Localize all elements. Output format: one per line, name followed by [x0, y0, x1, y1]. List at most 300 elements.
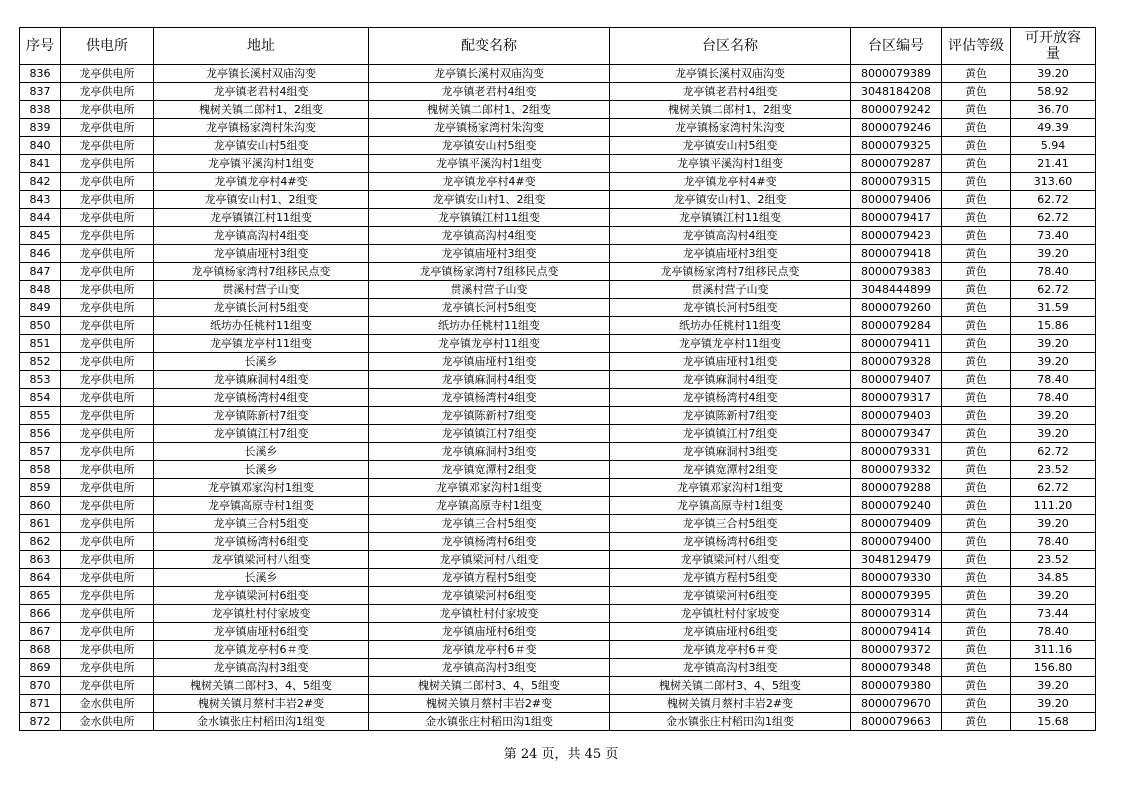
cell-transformer: 龙亭镇梁河村八组变: [369, 551, 610, 569]
table-row: [20, 497, 1096, 515]
cell-rating: 黄色: [942, 461, 1011, 479]
table-row: [20, 155, 1096, 173]
cell-index: 872: [20, 713, 61, 731]
cell-station: 龙亭供电所: [61, 677, 154, 695]
table-row: [20, 281, 1096, 299]
cell-index: 843: [20, 191, 61, 209]
cell-area-id: 8000079380: [851, 677, 942, 695]
cell-area-name: 龙亭镇安山村1、2组变: [610, 191, 851, 209]
cell-capacity: 23.52: [1011, 551, 1096, 569]
cell-rating: 黄色: [942, 209, 1011, 227]
cell-area-name: 龙亭镇陈新村7组变: [610, 407, 851, 425]
cell-index: 846: [20, 245, 61, 263]
cell-index: 852: [20, 353, 61, 371]
cell-area-id: 8000079240: [851, 497, 942, 515]
table-row: [20, 407, 1096, 425]
cell-index: 850: [20, 317, 61, 335]
cell-area-name: 龙亭镇宽潭村2组变: [610, 461, 851, 479]
cell-index: 842: [20, 173, 61, 191]
cell-station: 龙亭供电所: [61, 389, 154, 407]
cell-index: 870: [20, 677, 61, 695]
cell-rating: 黄色: [942, 623, 1011, 641]
cell-index: 840: [20, 137, 61, 155]
cell-rating: 黄色: [942, 479, 1011, 497]
cell-area-id: 8000079288: [851, 479, 942, 497]
cell-area-name: 龙亭镇麻洞村4组变: [610, 371, 851, 389]
table-row: [20, 587, 1096, 605]
cell-index: 869: [20, 659, 61, 677]
cell-station: 龙亭供电所: [61, 515, 154, 533]
cell-area-name: 槐树关镇月蔡村丰岩2#变: [610, 695, 851, 713]
cell-area-name: 龙亭镇庙垭村3组变: [610, 245, 851, 263]
cell-area-name: 龙亭镇三合村5组变: [610, 515, 851, 533]
cell-area-name: 龙亭镇高沟村4组变: [610, 227, 851, 245]
cell-capacity: 78.40: [1011, 263, 1096, 281]
table-row: [20, 713, 1096, 731]
cell-capacity: 73.44: [1011, 605, 1096, 623]
table-row: [20, 371, 1096, 389]
cell-station: 龙亭供电所: [61, 299, 154, 317]
cell-transformer: 龙亭镇长河村5组变: [369, 299, 610, 317]
cell-area-name: 金水镇张庄村稻田沟1组变: [610, 713, 851, 731]
capacity-table: [19, 27, 1096, 731]
cell-area-id: 3048444899: [851, 281, 942, 299]
cell-address: 长溪乡: [154, 569, 369, 587]
cell-area-name: 龙亭镇杜村付家坡变: [610, 605, 851, 623]
cell-address: 龙亭镇安山村1、2组变: [154, 191, 369, 209]
cell-transformer: 龙亭镇龙亭村6＃变: [369, 641, 610, 659]
cell-area-name: 龙亭镇镇江村11组变: [610, 209, 851, 227]
cell-transformer: 金水镇张庄村稻田沟1组变: [369, 713, 610, 731]
table-row: [20, 461, 1096, 479]
table-row: [20, 317, 1096, 335]
cell-index: 871: [20, 695, 61, 713]
cell-rating: 黄色: [942, 695, 1011, 713]
cell-station: 龙亭供电所: [61, 155, 154, 173]
cell-address: 龙亭镇梁河村八组变: [154, 551, 369, 569]
cell-station: 龙亭供电所: [61, 425, 154, 443]
cell-address: 槐树关镇二郎村1、2组变: [154, 101, 369, 119]
cell-capacity: 62.72: [1011, 443, 1096, 461]
cell-station: 龙亭供电所: [61, 551, 154, 569]
cell-transformer: 槐树关镇二郎村1、2组变: [369, 101, 610, 119]
cell-capacity: 78.40: [1011, 623, 1096, 641]
cell-rating: 黄色: [942, 353, 1011, 371]
cell-rating: 黄色: [942, 371, 1011, 389]
cell-area-id: 8000079409: [851, 515, 942, 533]
table-row: [20, 101, 1096, 119]
cell-station: 龙亭供电所: [61, 65, 154, 83]
cell-transformer: 龙亭镇老君村4组变: [369, 83, 610, 101]
col-header-rating: 评估等级: [942, 28, 1011, 65]
cell-capacity: 39.20: [1011, 407, 1096, 425]
cell-area-id: 8000079411: [851, 335, 942, 353]
cell-station: 龙亭供电所: [61, 317, 154, 335]
cell-area-name: 龙亭镇梁河村6组变: [610, 587, 851, 605]
cell-rating: 黄色: [942, 587, 1011, 605]
cell-address: 龙亭镇杜村付家坡变: [154, 605, 369, 623]
cell-index: 847: [20, 263, 61, 281]
cell-capacity: 313.60: [1011, 173, 1096, 191]
cell-index: 857: [20, 443, 61, 461]
cell-station: 龙亭供电所: [61, 209, 154, 227]
cell-area-id: 8000079284: [851, 317, 942, 335]
cell-area-id: 8000079314: [851, 605, 942, 623]
cell-area-id: 8000079317: [851, 389, 942, 407]
table-row: [20, 263, 1096, 281]
cell-capacity: 39.20: [1011, 677, 1096, 695]
table-row: [20, 173, 1096, 191]
table-row: [20, 695, 1096, 713]
cell-transformer: 龙亭镇邓家沟村1组变: [369, 479, 610, 497]
cell-area-id: 3048184208: [851, 83, 942, 101]
table-row: [20, 659, 1096, 677]
cell-area-name: 龙亭镇杨家湾村7组移民点变: [610, 263, 851, 281]
cell-index: 856: [20, 425, 61, 443]
cell-address: 龙亭镇镇江村7组变: [154, 425, 369, 443]
cell-area-id: 8000079383: [851, 263, 942, 281]
cell-capacity: 39.20: [1011, 425, 1096, 443]
cell-index: 854: [20, 389, 61, 407]
table-row: [20, 677, 1096, 695]
cell-index: 836: [20, 65, 61, 83]
cell-rating: 黄色: [942, 533, 1011, 551]
cell-address: 龙亭镇安山村5组变: [154, 137, 369, 155]
cell-transformer: 龙亭镇长溪村双庙沟变: [369, 65, 610, 83]
cell-station: 龙亭供电所: [61, 407, 154, 425]
cell-station: 龙亭供电所: [61, 263, 154, 281]
cell-rating: 黄色: [942, 191, 1011, 209]
cell-rating: 黄色: [942, 569, 1011, 587]
page-footer: 第 24 页，共 45 页: [503, 747, 619, 762]
cell-station: 龙亭供电所: [61, 353, 154, 371]
cell-address: 龙亭镇镇江村11组变: [154, 209, 369, 227]
cell-transformer: 龙亭镇龙亭村11组变: [369, 335, 610, 353]
cell-area-id: 8000079414: [851, 623, 942, 641]
cell-area-id: 8000079389: [851, 65, 942, 83]
cell-rating: 黄色: [942, 83, 1011, 101]
cell-index: 867: [20, 623, 61, 641]
cell-capacity: 34.85: [1011, 569, 1096, 587]
cell-rating: 黄色: [942, 641, 1011, 659]
cell-capacity: 58.92: [1011, 83, 1096, 101]
cell-area-id: 8000079403: [851, 407, 942, 425]
cell-area-id: 8000079332: [851, 461, 942, 479]
table-row: [20, 533, 1096, 551]
col-header-address: 地址: [154, 28, 369, 65]
col-header-capacity: [1011, 28, 1096, 65]
cell-rating: 黄色: [942, 137, 1011, 155]
cell-station: 龙亭供电所: [61, 101, 154, 119]
cell-capacity: 23.52: [1011, 461, 1096, 479]
cell-station: 金水供电所: [61, 713, 154, 731]
cell-area-id: 8000079417: [851, 209, 942, 227]
cell-address: 龙亭镇平溪沟村1组变: [154, 155, 369, 173]
cell-address: 长溪乡: [154, 353, 369, 371]
cell-station: 龙亭供电所: [61, 659, 154, 677]
col-header-area-name: 台区名称: [610, 28, 851, 65]
cell-capacity: 39.20: [1011, 353, 1096, 371]
cell-station: 龙亭供电所: [61, 641, 154, 659]
cell-rating: 黄色: [942, 389, 1011, 407]
cell-rating: 黄色: [942, 155, 1011, 173]
cell-station: 龙亭供电所: [61, 461, 154, 479]
cell-area-id: 8000079325: [851, 137, 942, 155]
cell-address: 龙亭镇杨湾村6组变: [154, 533, 369, 551]
cell-address: 龙亭镇庙垭村6组变: [154, 623, 369, 641]
col-header-station: 供电所: [61, 28, 154, 65]
cell-index: 866: [20, 605, 61, 623]
cell-area-name: 龙亭镇长溪村双庙沟变: [610, 65, 851, 83]
table-row: [20, 515, 1096, 533]
cell-capacity: 78.40: [1011, 389, 1096, 407]
cell-capacity: 39.20: [1011, 515, 1096, 533]
table-row: [20, 479, 1096, 497]
cell-index: 853: [20, 371, 61, 389]
cell-rating: 黄色: [942, 497, 1011, 515]
cell-index: 862: [20, 533, 61, 551]
cell-transformer: 龙亭镇安山村5组变: [369, 137, 610, 155]
cell-area-id: 8000079315: [851, 173, 942, 191]
cell-transformer: 龙亭镇方程村5组变: [369, 569, 610, 587]
cell-transformer: 龙亭镇杨湾村4组变: [369, 389, 610, 407]
cell-rating: 黄色: [942, 713, 1011, 731]
cell-address: 龙亭镇陈新村7组变: [154, 407, 369, 425]
col-header-transformer: 配变名称: [369, 28, 610, 65]
col-header-index: 序号: [20, 28, 61, 65]
cell-address: 龙亭镇杨家湾村朱沟变: [154, 119, 369, 137]
cell-rating: 黄色: [942, 515, 1011, 533]
table-row: [20, 119, 1096, 137]
cell-capacity: 5.94: [1011, 137, 1096, 155]
table-row: [20, 641, 1096, 659]
cell-station: 龙亭供电所: [61, 479, 154, 497]
cell-area-name: 龙亭镇梁河村八组变: [610, 551, 851, 569]
cell-address: 龙亭镇长溪村双庙沟变: [154, 65, 369, 83]
cell-address: 长溪乡: [154, 461, 369, 479]
cell-transformer: 龙亭镇高原寺村1组变: [369, 497, 610, 515]
cell-area-id: 8000079330: [851, 569, 942, 587]
cell-transformer: 龙亭镇龙亭村4#变: [369, 173, 610, 191]
cell-address: 龙亭镇邓家沟村1组变: [154, 479, 369, 497]
cell-address: 槐树关镇二郎村3、4、5组变: [154, 677, 369, 695]
cell-area-name: 纸坊办任桃村11组变: [610, 317, 851, 335]
cell-station: 龙亭供电所: [61, 497, 154, 515]
cell-area-name: 龙亭镇杨湾村6组变: [610, 533, 851, 551]
table-row: [20, 227, 1096, 245]
cell-rating: 黄色: [942, 317, 1011, 335]
cell-capacity: 15.86: [1011, 317, 1096, 335]
cell-transformer: 槐树关镇月蔡村丰岩2#变: [369, 695, 610, 713]
cell-area-id: 8000079418: [851, 245, 942, 263]
cell-station: 龙亭供电所: [61, 245, 154, 263]
cell-capacity: 49.39: [1011, 119, 1096, 137]
table-row: [20, 605, 1096, 623]
cell-area-name: 槐树关镇二郎村1、2组变: [610, 101, 851, 119]
cell-area-id: 8000079372: [851, 641, 942, 659]
cell-address: 龙亭镇高沟村4组变: [154, 227, 369, 245]
cell-capacity: 36.70: [1011, 101, 1096, 119]
cell-index: 855: [20, 407, 61, 425]
table-row: [20, 83, 1096, 101]
cell-station: 龙亭供电所: [61, 83, 154, 101]
cell-area-name: 龙亭镇高沟村3组变: [610, 659, 851, 677]
cell-address: 龙亭镇庙垭村3组变: [154, 245, 369, 263]
cell-area-name: 龙亭镇杨家湾村朱沟变: [610, 119, 851, 137]
cell-index: 860: [20, 497, 61, 515]
cell-transformer: 龙亭镇庙垭村1组变: [369, 353, 610, 371]
col-header-capacity-text: 可开放容量: [1025, 30, 1081, 62]
cell-area-name: 龙亭镇杨湾村4组变: [610, 389, 851, 407]
cell-address: 龙亭镇杨家湾村7组移民点变: [154, 263, 369, 281]
cell-rating: 黄色: [942, 677, 1011, 695]
table-row: [20, 551, 1096, 569]
cell-station: 龙亭供电所: [61, 623, 154, 641]
cell-area-name: 龙亭镇龙亭村6＃变: [610, 641, 851, 659]
cell-address: 长溪乡: [154, 443, 369, 461]
cell-capacity: 15.68: [1011, 713, 1096, 731]
cell-area-name: 龙亭镇庙垭村1组变: [610, 353, 851, 371]
cell-transformer: 龙亭镇高沟村3组变: [369, 659, 610, 677]
cell-capacity: 311.16: [1011, 641, 1096, 659]
cell-address: 龙亭镇长河村5组变: [154, 299, 369, 317]
cell-index: 839: [20, 119, 61, 137]
cell-area-name: 龙亭镇龙亭村4#变: [610, 173, 851, 191]
cell-station: 龙亭供电所: [61, 173, 154, 191]
cell-index: 845: [20, 227, 61, 245]
table-row: [20, 191, 1096, 209]
cell-address: 龙亭镇梁河村6组变: [154, 587, 369, 605]
cell-station: 龙亭供电所: [61, 191, 154, 209]
cell-area-name: 龙亭镇镇江村7组变: [610, 425, 851, 443]
cell-station: 龙亭供电所: [61, 137, 154, 155]
table-row: [20, 389, 1096, 407]
cell-rating: 黄色: [942, 281, 1011, 299]
cell-station: 龙亭供电所: [61, 443, 154, 461]
cell-area-name: 龙亭镇麻洞村3组变: [610, 443, 851, 461]
cell-index: 844: [20, 209, 61, 227]
cell-area-name: 龙亭镇方程村5组变: [610, 569, 851, 587]
table-row: [20, 443, 1096, 461]
cell-area-id: 8000079406: [851, 191, 942, 209]
cell-rating: 黄色: [942, 299, 1011, 317]
cell-transformer: 龙亭镇庙垭村3组变: [369, 245, 610, 263]
cell-area-name: 龙亭镇高原寺村1组变: [610, 497, 851, 515]
cell-index: 864: [20, 569, 61, 587]
cell-area-id: 8000079328: [851, 353, 942, 371]
table-row: [20, 425, 1096, 443]
cell-address: 龙亭镇高沟村3组变: [154, 659, 369, 677]
cell-capacity: 39.20: [1011, 587, 1096, 605]
cell-station: 龙亭供电所: [61, 227, 154, 245]
cell-area-name: 龙亭镇老君村4组变: [610, 83, 851, 101]
cell-transformer: 龙亭镇庙垭村6组变: [369, 623, 610, 641]
cell-area-name: 龙亭镇平溪沟村1组变: [610, 155, 851, 173]
cell-rating: 黄色: [942, 605, 1011, 623]
cell-address: 龙亭镇龙亭村11组变: [154, 335, 369, 353]
cell-rating: 黄色: [942, 443, 1011, 461]
cell-rating: 黄色: [942, 551, 1011, 569]
cell-address: 贯溪村营子山变: [154, 281, 369, 299]
cell-station: 龙亭供电所: [61, 569, 154, 587]
cell-station: 龙亭供电所: [61, 371, 154, 389]
cell-transformer: 龙亭镇麻洞村3组变: [369, 443, 610, 461]
cell-area-id: 8000079347: [851, 425, 942, 443]
cell-area-name: 龙亭镇庙垭村6组变: [610, 623, 851, 641]
cell-index: 848: [20, 281, 61, 299]
table-row: [20, 65, 1096, 83]
cell-station: 龙亭供电所: [61, 587, 154, 605]
cell-capacity: 111.20: [1011, 497, 1096, 515]
cell-index: 837: [20, 83, 61, 101]
cell-area-name: 龙亭镇龙亭村11组变: [610, 335, 851, 353]
cell-transformer: 龙亭镇杨家湾村朱沟变: [369, 119, 610, 137]
cell-station: 龙亭供电所: [61, 281, 154, 299]
cell-rating: 黄色: [942, 659, 1011, 677]
cell-capacity: 39.20: [1011, 245, 1096, 263]
cell-transformer: 龙亭镇镇江村11组变: [369, 209, 610, 227]
cell-transformer: 龙亭镇陈新村7组变: [369, 407, 610, 425]
cell-transformer: 槐树关镇二郎村3、4、5组变: [369, 677, 610, 695]
cell-transformer: 龙亭镇宽潭村2组变: [369, 461, 610, 479]
cell-capacity: 62.72: [1011, 281, 1096, 299]
cell-rating: 黄色: [942, 425, 1011, 443]
cell-area-id: 8000079395: [851, 587, 942, 605]
cell-transformer: 龙亭镇三合村5组变: [369, 515, 610, 533]
cell-index: 859: [20, 479, 61, 497]
cell-address: 龙亭镇麻洞村4组变: [154, 371, 369, 389]
cell-transformer: 龙亭镇安山村1、2组变: [369, 191, 610, 209]
table-row: [20, 245, 1096, 263]
cell-index: 863: [20, 551, 61, 569]
cell-transformer: 龙亭镇平溪沟村1组变: [369, 155, 610, 173]
cell-index: 858: [20, 461, 61, 479]
cell-area-id: 8000079287: [851, 155, 942, 173]
cell-area-id: 8000079348: [851, 659, 942, 677]
cell-address: 龙亭镇龙亭村6＃变: [154, 641, 369, 659]
cell-area-id: 8000079407: [851, 371, 942, 389]
cell-area-id: 8000079423: [851, 227, 942, 245]
cell-rating: 黄色: [942, 119, 1011, 137]
table-row: [20, 209, 1096, 227]
cell-rating: 黄色: [942, 65, 1011, 83]
cell-station: 龙亭供电所: [61, 335, 154, 353]
cell-area-name: 龙亭镇长河村5组变: [610, 299, 851, 317]
table-row: [20, 353, 1096, 371]
cell-rating: 黄色: [942, 173, 1011, 191]
cell-index: 865: [20, 587, 61, 605]
cell-rating: 黄色: [942, 245, 1011, 263]
cell-capacity: 39.20: [1011, 695, 1096, 713]
col-header-area-id: 台区编号: [851, 28, 942, 65]
cell-rating: 黄色: [942, 101, 1011, 119]
cell-transformer: 龙亭镇镇江村7组变: [369, 425, 610, 443]
cell-area-name: 贯溪村营子山变: [610, 281, 851, 299]
cell-rating: 黄色: [942, 263, 1011, 281]
cell-capacity: 156.80: [1011, 659, 1096, 677]
cell-index: 838: [20, 101, 61, 119]
cell-transformer: 龙亭镇梁河村6组变: [369, 587, 610, 605]
cell-address: 槐树关镇月蔡村丰岩2#变: [154, 695, 369, 713]
cell-area-id: 8000079663: [851, 713, 942, 731]
cell-transformer: 龙亭镇高沟村4组变: [369, 227, 610, 245]
cell-rating: 黄色: [942, 407, 1011, 425]
cell-area-id: 8000079260: [851, 299, 942, 317]
table-row: [20, 335, 1096, 353]
table-header-row: [20, 28, 1096, 65]
cell-station: 金水供电所: [61, 695, 154, 713]
cell-transformer: 纸坊办任桃村11组变: [369, 317, 610, 335]
